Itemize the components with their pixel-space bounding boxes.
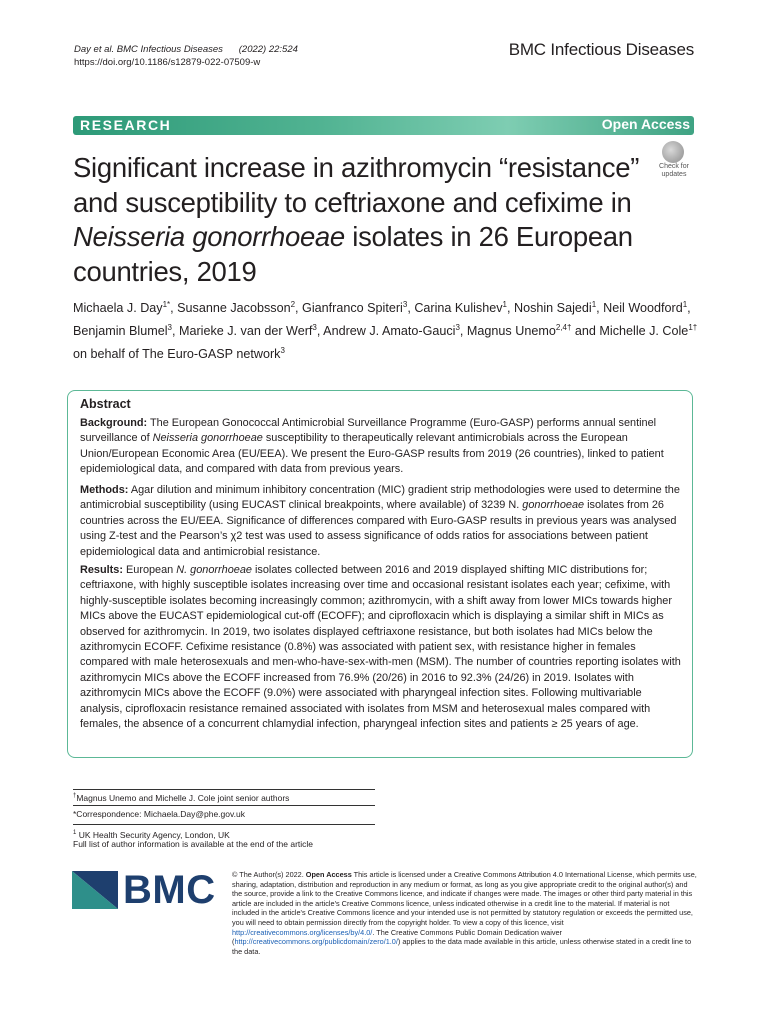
author[interactable]: Marieke J. van der Werf$^3$ [178, 323, 317, 339]
author-list: Michaela J. Day$^{1*}$, Susanne Jacobsson$^2$, Gianfranco Spiteri$^3$, Carina Kulishev$^1$, Noshin Sajedi$^1$, Neil Woodford$^1$, Benjamin Blumel$^3$, Marieke J. van der Werf$^3$, Andrew J. Amato-Gauci$^3$, Magnus Unemo$^{2,4\dagger}$ and Michelle J. Cole$^{1\dagger}$ on behalf of The Euro-GASP network$^3$ [73, 300, 698, 362]
citation-header [74, 43, 298, 69]
bmc-logo-text: BMC [123, 868, 216, 912]
doi-link[interactable]: https://doi.org/10.1186/s12879-022-07509-w [74, 57, 261, 68]
public-domain-link[interactable]: http://creativecommons.org/publicdomain/zero/1.0/ [234, 937, 398, 947]
check-updates-icon [662, 141, 684, 163]
section-label: RESEARCH [80, 117, 172, 133]
footnote-divider [73, 824, 375, 825]
article-title [73, 151, 648, 289]
citation-year: (2022) 22:524 [238, 44, 298, 55]
license-text: © The Author(s) 2022. Open Access This article is licensed under a Creative Commons Attribution 4.0 International License, which permits use, sharing, adaptation, distribution and reproduction in any medium or format, as long as you give appropriate credit to the original author(s) and the source, provide a link to the Creative Commons licence, and indicate if changes were made. The images or other third party material in this article are included in the article's Creative Commons licence, unless indicated otherwise in a credit line to the material. If material is not included in the article's Creative Commons licence and your intended use is not permitted by statutory regulation or exceeds the permitted use, you will need to obtain permission directly from the copyright holder. To view a copy of this licence, visit http://creativecommons.org/licenses/by/4.0/. The Creative Commons Public Domain Dedication waiver (http://creativecommons.org/publicdomain/zero/1.0/) applies to the data made available in this article, unless otherwise stated in a credit line to the data. [232, 870, 697, 956]
license-link[interactable]: http://creativecommons.org/licenses/by/4.0/ [232, 927, 373, 937]
check-for-updates-button[interactable] [653, 141, 695, 181]
author[interactable]: Michaela J. Day$^{1*}$ [73, 300, 171, 316]
footnote-senior: †Magnus Unemo and Michelle J. Cole joint senior authors [73, 792, 290, 803]
author[interactable]: Noshin Sajedi$^1$ [513, 300, 597, 316]
author[interactable]: Susanne Jacobsson$^2$ [177, 300, 296, 316]
title-part2: isolates in 26 European countries, 2019 [73, 221, 633, 287]
citation-authors: Day et al. BMC Infectious Diseases [74, 44, 223, 55]
author[interactable]: Neil Woodford$^1$ [603, 300, 688, 316]
author[interactable]: Andrew J. Amato-Gauci$^3$ [323, 323, 460, 339]
abstract-results: Results: European N. gonorrhoeae isolates collected between 2016 and 2019 displayed shifting MIC distributions for; ceftriaxone, with highly susceptible isolates increasing over time and occasional resistant isolates each year; cefixime, with highly-susceptible isolates becoming increasingly common; azithromycin, with a shift away from lower MICs towards higher MICs above the EUCAST epidemiological cut-off (ECOFF); and ciprofloxacin which is displaying a similar shift in MICs as observed for azithromycin. In 2019, two isolates displayed ceftriaxone resistance, but both isolates had MICs below the azithromycin ECOFF. Cefixime resistance (0.8%) was associated with patient sex, with resistance higher in females compared with male heterosexuals and men-who-have-sex-with-men (MSM). The number of countries reporting isolates with azithromycin MICs above the ECOFF increased from 76.9% (20/26) in 2016 to 92.3% (24/26) in 2019. Isolates with azithromycin MICs above the ECOFF (9.0%) were associated with pharyngeal infection sites. Following multivariable analysis, ciprofloxacin resistance remained associated with isolates from MSM and heterosexual males compared with females, the absence of a concurrent chlamydial infection, pharyngeal infection sites and patients ≥ 25 years of age. [80, 564, 681, 731]
abstract-background: Background: The European Gonococcal Antimicrobial Surveillance Programme (Euro-GASP) performs annual sentinel surveillance of Neisseria gonorrhoeae susceptibility to therapeutically relevant antimicrobials across the European Union/European Economic Area (EU/EEA). We present the Euro-GASP results from 2019 (26 countries), linked to patient epidemiological data, and compared with data from previous years. [80, 417, 664, 476]
open-access-label: Open Access [601, 116, 690, 132]
title-part1: Significant increase in azithromycin “resistance” and susceptibility to ceftriaxone and cefixime in [73, 152, 640, 218]
bmc-logo-mark-icon [72, 871, 118, 909]
check-updates-label: Check for updates [659, 163, 689, 178]
authors-group: on behalf of The Euro-GASP network [73, 347, 281, 362]
bmc-logo [72, 868, 217, 912]
authors-and: and [574, 324, 596, 339]
author[interactable]: Michelle J. Cole$^{1\dagger}$ [599, 323, 698, 339]
title-species: Neisseria gonorrhoeae [73, 221, 345, 252]
abstract-methods: Methods: Agar dilution and minimum inhibitory concentration (MIC) gradient strip methodologies were used to determine the antimicrobial susceptibility (using EUCAST clinical breakpoints, where available) of 3239 N. gonorrhoeae isolates from 26 countries across the EU/EEA. Significance of differences compared with Euro-GASP results in previous years was analysed using Z-test and the Pearson’s χ2 test was used to assess significance of odds ratios for associations between patient epidemiological data and antimicrobial resistance. [80, 484, 680, 558]
footnote-divider [73, 805, 375, 806]
author[interactable]: Benjamin Blumel$^3$ [73, 323, 172, 339]
author[interactable]: Magnus Unemo$^{2,4\dagger}$ [466, 323, 572, 339]
abstract-heading: Abstract [80, 397, 131, 411]
footnote-divider [73, 789, 375, 790]
author[interactable]: Carina Kulishev$^1$ [414, 300, 507, 316]
footnote-correspondence[interactable]: *Correspondence: Michaela.Day@phe.gov.uk [73, 809, 245, 819]
journal-name: BMC Infectious Diseases [508, 40, 694, 59]
footnote-affiliation: $^1$ UK Health Security Agency, London, UK [73, 829, 230, 840]
author[interactable]: Gianfranco Spiteri$^3$ [302, 300, 408, 316]
footnote-full-list: Full list of author information is available at the end of the article [73, 839, 314, 849]
